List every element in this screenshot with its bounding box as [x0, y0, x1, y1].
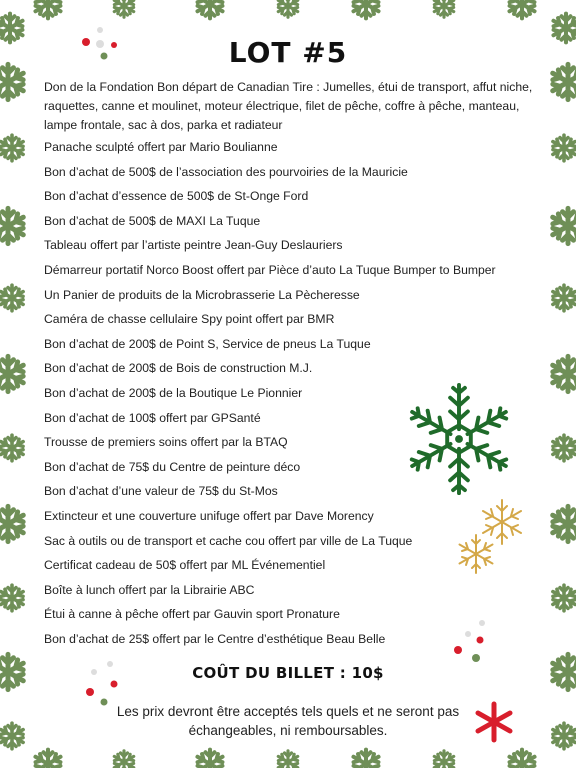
list-item: Bon d’achat d’une valeur de 75$ du St-Mos	[44, 484, 278, 499]
lot-title: LOT #5	[228, 36, 348, 69]
intro-paragraph: Don de la Fondation Bon départ de Canadian Tire : Jumelles, étui de transport, affut niche, raquettes, canne et moulinet, moteur électrique, filet de pêche, coffre à pêche, manteau, lampe frontale, sac à dos, parka et radiateur	[44, 80, 533, 132]
list-item: Tableau offert par l’artiste peintre Jean-Guy Deslauriers	[44, 238, 343, 253]
list-item: Bon d’achat de 100$ offert par GPSanté	[44, 410, 261, 425]
prize-list	[44, 138, 496, 654]
red-star-icon	[472, 700, 516, 744]
list-item: Certificat cadeau de 50$ offert par ML Événementiel	[44, 558, 326, 573]
list-item: Bon d’achat de 500$ de MAXI La Tuque	[44, 213, 261, 228]
list-item: Un Panier de produits de la Microbrasserie La Pècheresse	[44, 287, 360, 302]
list-item: Bon d’achat de 75$ du Centre de peinture déco	[44, 459, 301, 474]
list-item: Bon d’achat de 500$ de l’association des pourvoiries de la Mauricie	[44, 164, 408, 179]
list-item: Bon d’achat d’essence de 500$ de St-Onge Ford	[44, 189, 309, 204]
list-item: Trousse de premiers soins offert par la BTAQ	[44, 435, 288, 450]
list-item: Étui à canne à pêche offert par Gauvin sport Pronature	[44, 607, 340, 622]
list-item: Bon d’achat de 200$ de Point S, Service de pneus La Tuque	[44, 336, 371, 351]
disclaimer-text: Les prix devront être acceptés tels quels et ne seront pas échangeables, ni remboursables.	[116, 704, 460, 738]
list-item: Bon d’achat de 25$ offert par le Centre d’esthétique Beau Belle	[44, 631, 386, 646]
list-item: Panache sculpté offert par Mario Boulianne	[44, 140, 278, 154]
list-item: Extincteur et une couverture unifuge offert par Dave Morency	[44, 508, 374, 523]
ticket-price: COÛT DU BILLET : 10$	[192, 664, 384, 682]
list-item: Démarreur portatif Norco Boost offert par Pièce d’auto La Tuque Bumper to Bumper	[44, 262, 496, 277]
list-item: Boîte à lunch offert par la Librairie ABC	[44, 582, 255, 597]
list-item: Bon d’achat de 200$ de la Boutique Le Pionnier	[44, 385, 303, 400]
list-item: Sac à outils ou de transport et cache cou offert par ville de La Tuque	[44, 533, 413, 548]
list-item: Caméra de chasse cellulaire Spy point offert par BMR	[44, 312, 335, 327]
list-item: Bon d’achat de 200$ de Bois de construction M.J.	[44, 361, 313, 376]
